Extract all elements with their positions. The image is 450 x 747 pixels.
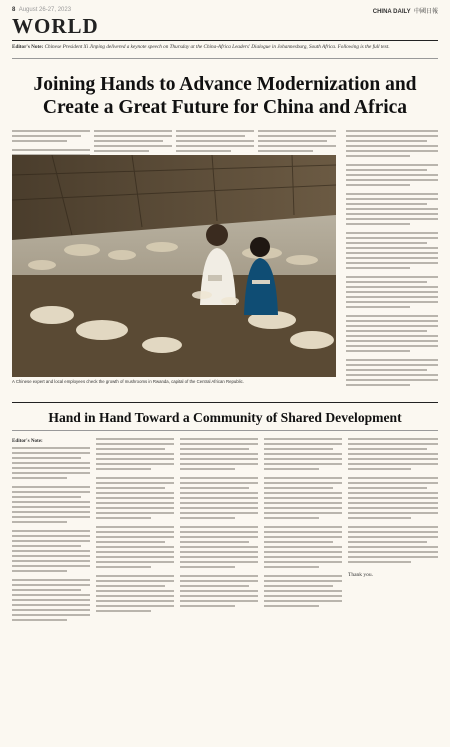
masthead-chinese: 中國日報 (413, 8, 438, 15)
photo-caption: A Chinese expert and local employees check the growth of mushrooms in Rwanda, capital of the Central African Republic. (12, 379, 244, 384)
article1-column-3 (176, 130, 254, 155)
masthead: CHINA DAILY (372, 8, 411, 15)
article2-editors-note-lead: Editor's Note: (12, 438, 43, 444)
article2-column-1 (12, 438, 90, 624)
article2-headline: Hand in Hand Toward a Community of Shared Development (48, 410, 402, 425)
article2-headline-rule (12, 430, 438, 431)
article2-top-rule (12, 402, 438, 403)
article1-column-5 (346, 130, 438, 389)
section-rule (12, 40, 438, 41)
article2-column-5 (348, 438, 438, 582)
article2-column-4 (264, 438, 342, 610)
note-rule (12, 58, 438, 59)
page-number: 8 (12, 7, 16, 13)
editors-note-lead: Editor's Note: (12, 44, 44, 50)
section-title: WORLD (12, 14, 99, 38)
article1-column-4 (258, 130, 336, 155)
mushroom-farm-photo (12, 155, 336, 377)
article2-column-2 (96, 438, 174, 615)
article2-column-3 (180, 438, 258, 610)
editors-note-text: Chinese President Xi Jinping delivered a keynote speech on Thursday at the China-Africa Leaders' Dialogue in Johannesburg, South Africa. Following is the full text. (44, 44, 390, 50)
article1-headline: Joining Hands to Advance Modernization and Create a Great Future for China and Africa (33, 74, 417, 118)
article1-column-2 (94, 130, 172, 155)
article2-closing: Thank you. (348, 572, 374, 578)
editors-note-top (12, 44, 438, 50)
article1-photo (12, 155, 336, 377)
issue-date: August 26-27, 2023 (18, 7, 72, 13)
